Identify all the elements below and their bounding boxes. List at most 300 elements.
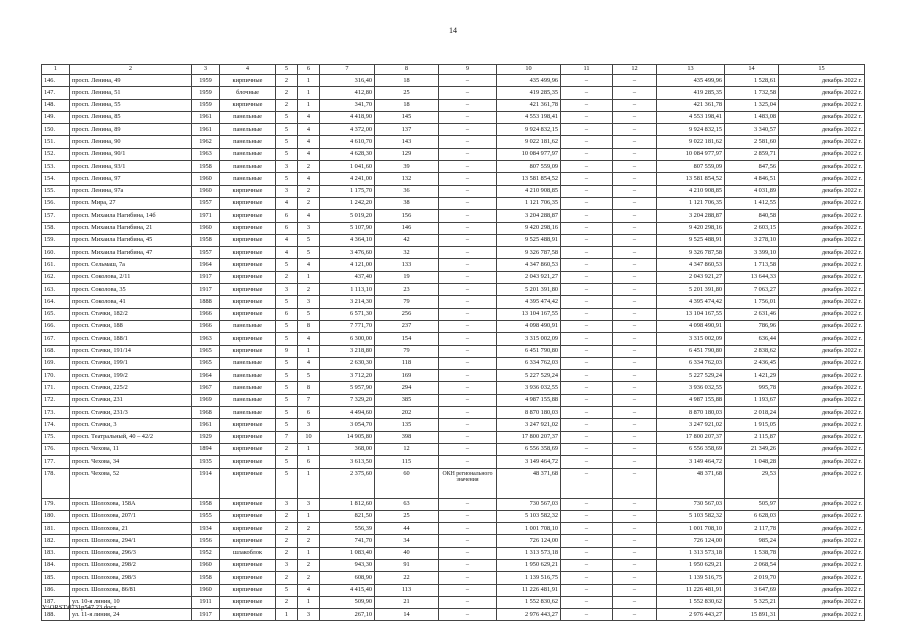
table-cell: – (613, 510, 657, 522)
table-cell: – (613, 234, 657, 246)
table-cell: – (439, 111, 497, 123)
table-cell: 148. (42, 99, 70, 111)
table-row (42, 596, 865, 608)
table-cell: 419 285,35 (497, 87, 561, 99)
table-cell: 1 139 516,75 (657, 572, 725, 584)
table-cell: – (439, 136, 497, 148)
table-cell: – (561, 431, 613, 443)
table-cell: декабрь 2022 г. (779, 572, 865, 584)
table-cell: кирпичные (220, 284, 276, 296)
table-cell: 2 (276, 443, 298, 455)
table-cell: 1914 (192, 468, 220, 498)
table-cell: декабрь 2022 г. (779, 75, 865, 87)
table-cell: просп. Михаила Нагибина, 45 (70, 234, 192, 246)
table-cell: декабрь 2022 г. (779, 308, 865, 320)
table-row (42, 87, 865, 99)
table-cell: 4 (298, 136, 320, 148)
table-row (42, 572, 865, 584)
table-cell: 145 (375, 111, 439, 123)
table-cell: 14 905,80 (320, 431, 375, 443)
table-cell: 3 712,20 (320, 370, 375, 382)
table-cell: – (613, 357, 657, 369)
table-cell: 730 567,03 (657, 498, 725, 510)
table-cell: 5 (276, 370, 298, 382)
table-cell: 1 001 708,10 (497, 523, 561, 535)
table-row (42, 296, 865, 308)
table-cell: 2 (298, 161, 320, 173)
table-cell: просп. Сельмаш, 7а (70, 259, 192, 271)
table-cell: 2 019,70 (725, 572, 779, 584)
table-cell: – (561, 357, 613, 369)
table-cell: декабрь 2022 г. (779, 197, 865, 209)
table-cell: 1 713,58 (725, 259, 779, 271)
table-cell: просп. Шолохова, 298/3 (70, 572, 192, 584)
table-cell: 8 870 180,03 (657, 407, 725, 419)
table-cell: 6 571,30 (320, 308, 375, 320)
table-cell: 4 364,10 (320, 234, 375, 246)
table-cell: 608,90 (320, 572, 375, 584)
table-cell: – (613, 87, 657, 99)
table-cell: 2 (276, 523, 298, 535)
table-cell: 4 (298, 584, 320, 596)
table-cell: – (561, 609, 613, 621)
table-cell: – (561, 468, 613, 498)
table-cell: декабрь 2022 г. (779, 345, 865, 357)
table-cell: 60 (375, 468, 439, 498)
table-cell: – (561, 271, 613, 283)
table-cell: 2 (276, 510, 298, 522)
table-cell: – (561, 498, 613, 510)
table-cell: 17 800 207,37 (657, 431, 725, 443)
table-cell: 1955 (192, 510, 220, 522)
table-cell: 1 (298, 510, 320, 522)
table-cell: панельные (220, 357, 276, 369)
table-cell: – (439, 124, 497, 136)
table-cell: – (561, 197, 613, 209)
table-cell: – (439, 559, 497, 571)
table-cell: 2 068,54 (725, 559, 779, 571)
table-cell: – (613, 99, 657, 111)
table-cell: 5 (276, 468, 298, 498)
table-cell: панельные (220, 370, 276, 382)
table-cell: – (613, 124, 657, 136)
table-cell: 6 451 790,80 (657, 345, 725, 357)
table-cell: – (613, 456, 657, 468)
table-cell: 13 104 167,55 (657, 308, 725, 320)
table-cell: 48 371,68 (497, 468, 561, 498)
table-cell: 7 (298, 394, 320, 406)
table-cell: декабрь 2022 г. (779, 87, 865, 99)
table-cell: просп. Ленина, 85 (70, 111, 192, 123)
table-cell: 29,53 (725, 468, 779, 498)
table-cell: 4 846,51 (725, 173, 779, 185)
table-cell: декабрь 2022 г. (779, 173, 865, 185)
table-cell: просп. Театральный, 40 – 42/2 (70, 431, 192, 443)
table-cell: 4 395 474,42 (657, 296, 725, 308)
table-cell: 1958 (192, 234, 220, 246)
table-cell: – (613, 148, 657, 160)
table-cell: 421 361,78 (497, 99, 561, 111)
table-cell: – (439, 259, 497, 271)
table-cell: просп. Ленина, 51 (70, 87, 192, 99)
table-cell: 160. (42, 247, 70, 259)
table-cell: 115 (375, 456, 439, 468)
table-cell: 175. (42, 431, 70, 443)
table-cell: 1 950 629,21 (497, 559, 561, 571)
table-cell: 5 (276, 124, 298, 136)
table-cell: декабрь 2022 г. (779, 419, 865, 431)
table-row (42, 271, 865, 283)
table-cell: 1968 (192, 407, 220, 419)
table-cell: 3 (276, 284, 298, 296)
table-cell: 1 193,67 (725, 394, 779, 406)
table-cell: – (613, 320, 657, 332)
table-cell: кирпичные (220, 596, 276, 608)
table-cell: 9 420 298,16 (657, 222, 725, 234)
table-cell: декабрь 2022 г. (779, 271, 865, 283)
table-row (42, 99, 865, 111)
table-cell: декабрь 2022 г. (779, 584, 865, 596)
table-cell: – (613, 498, 657, 510)
table-cell: 10 084 977,97 (657, 148, 725, 160)
table-cell: декабрь 2022 г. (779, 443, 865, 455)
table-cell: 13 104 167,55 (497, 308, 561, 320)
table-cell: кирпичные (220, 222, 276, 234)
table-cell: 14 (375, 609, 439, 621)
table-row (42, 161, 865, 173)
table-cell: 1 048,28 (725, 456, 779, 468)
table-cell: 9 326 787,58 (497, 247, 561, 259)
table-cell: декабрь 2022 г. (779, 510, 865, 522)
table-cell: – (439, 284, 497, 296)
table-cell: просп. Стачки, 182/2 (70, 308, 192, 320)
table-row (42, 308, 865, 320)
table-cell: 4 (276, 197, 298, 209)
table-cell: 1958 (192, 572, 220, 584)
table-cell: просп. Ленина, 90 (70, 136, 192, 148)
table-cell: 2 (298, 535, 320, 547)
table-cell: – (613, 468, 657, 498)
table-cell: 3 (276, 559, 298, 571)
table-cell: 3 (276, 498, 298, 510)
table-cell: 2 (298, 284, 320, 296)
table-cell: – (561, 185, 613, 197)
table-row (42, 357, 865, 369)
table-cell: – (561, 596, 613, 608)
table-cell: панельные (220, 148, 276, 160)
table-cell: 1 528,61 (725, 75, 779, 87)
table-row (42, 584, 865, 596)
table-cell: 1 (298, 443, 320, 455)
table-cell: 3 936 032,55 (497, 382, 561, 394)
table-cell: декабрь 2022 г. (779, 498, 865, 510)
table-cell: – (613, 559, 657, 571)
table-cell: 730 567,03 (497, 498, 561, 510)
table-cell: 5 103 582,32 (657, 510, 725, 522)
table-cell: 155. (42, 185, 70, 197)
table-cell: 4 210 908,85 (497, 185, 561, 197)
table-cell: – (439, 99, 497, 111)
table-cell: – (439, 161, 497, 173)
table-row (42, 111, 865, 123)
table-cell: 5 (298, 234, 320, 246)
table-cell: 150. (42, 124, 70, 136)
table-cell: – (439, 173, 497, 185)
table-cell: 149. (42, 111, 70, 123)
table-row (42, 535, 865, 547)
table-cell: 1963 (192, 333, 220, 345)
table-cell: декабрь 2022 г. (779, 296, 865, 308)
table-cell: 847,56 (725, 161, 779, 173)
table-cell: 1935 (192, 456, 220, 468)
table-cell: 1961 (192, 419, 220, 431)
table-cell: просп. Ленина, 93/1 (70, 161, 192, 173)
table-cell: 7 063,27 (725, 284, 779, 296)
table-cell: просп. Соколова, 35 (70, 284, 192, 296)
table-cell: 5 (276, 357, 298, 369)
table-cell: 3 247 921,02 (657, 419, 725, 431)
table-cell: 1 041,60 (320, 161, 375, 173)
table-cell: 3 204 288,87 (657, 210, 725, 222)
column-header: 4 (220, 65, 276, 75)
table-cell: – (561, 523, 613, 535)
table-cell: 2 (298, 523, 320, 535)
table-cell: 5 (298, 308, 320, 320)
table-cell: – (439, 296, 497, 308)
table-cell: – (561, 394, 613, 406)
table-cell: 1 121 706,35 (657, 197, 725, 209)
table-cell: 5 (276, 394, 298, 406)
table-cell: декабрь 2022 г. (779, 247, 865, 259)
table-cell: – (561, 584, 613, 596)
table-cell: 22 (375, 572, 439, 584)
table-cell: – (561, 370, 613, 382)
table-cell: просп. Шолохова, 207/1 (70, 510, 192, 522)
table-cell: 807 559,09 (497, 161, 561, 173)
table-cell: 5 (276, 382, 298, 394)
table-cell: декабрь 2022 г. (779, 382, 865, 394)
table-cell: 4 241,00 (320, 173, 375, 185)
table-row (42, 136, 865, 148)
table-cell: – (613, 596, 657, 608)
table-cell: 5 227 529,24 (497, 370, 561, 382)
table-cell: 1 083,40 (320, 547, 375, 559)
table-cell: 5 (298, 247, 320, 259)
table-cell: 1952 (192, 547, 220, 559)
table-cell: 4 415,40 (320, 584, 375, 596)
table-cell: 171. (42, 382, 70, 394)
table-cell: просп. Михаила Нагибина, 47 (70, 247, 192, 259)
table-cell: 1929 (192, 431, 220, 443)
table-cell: 10 (298, 431, 320, 443)
table-cell: – (561, 559, 613, 571)
table-cell: 133 (375, 259, 439, 271)
table-cell: 164. (42, 296, 70, 308)
table-cell: 5 (276, 320, 298, 332)
table-cell: 9 022 181,62 (497, 136, 561, 148)
table-cell: 4 210 908,85 (657, 185, 725, 197)
table-cell: – (613, 247, 657, 259)
table-cell: просп. Стачки, 3 (70, 419, 192, 431)
table-cell: 2 117,78 (725, 523, 779, 535)
table-cell: 174. (42, 419, 70, 431)
table-cell: 2 (276, 535, 298, 547)
table-cell: 166. (42, 320, 70, 332)
table-cell: 5 (276, 173, 298, 185)
table-cell: 2 631,46 (725, 308, 779, 320)
table-cell: 13 581 854,52 (497, 173, 561, 185)
table-cell: 1960 (192, 173, 220, 185)
column-number-row (42, 65, 865, 75)
table-cell: 1917 (192, 609, 220, 621)
table-cell: кирпичные (220, 75, 276, 87)
table-cell: 316,40 (320, 75, 375, 87)
table-cell: 3 204 288,87 (497, 210, 561, 222)
table-cell: 9 022 181,62 (657, 136, 725, 148)
table-cell: 6 334 762,03 (497, 357, 561, 369)
table-cell: кирпичные (220, 510, 276, 522)
table-cell: 3 (276, 161, 298, 173)
table-cell: 168. (42, 345, 70, 357)
table-cell: просп. Чехова, 52 (70, 468, 192, 498)
table-cell: 3 247 921,02 (497, 419, 561, 431)
table-cell: 10 084 977,97 (497, 148, 561, 160)
table-cell: декабрь 2022 г. (779, 394, 865, 406)
table-cell: 32 (375, 247, 439, 259)
table-row (42, 185, 865, 197)
table-cell: – (439, 510, 497, 522)
table-cell: просп. Мира, 27 (70, 197, 192, 209)
table-cell: просп. Шолохова, 158А (70, 498, 192, 510)
table-cell: кирпичные (220, 523, 276, 535)
table-cell: 435 499,96 (497, 75, 561, 87)
table-cell: 341,70 (320, 99, 375, 111)
column-header: 2 (70, 65, 192, 75)
table-cell: 7 771,70 (320, 320, 375, 332)
table-cell: 4 031,89 (725, 185, 779, 197)
table-cell: 2 375,60 (320, 468, 375, 498)
table-cell: просп. Шолохова, 21 (70, 523, 192, 535)
table-cell: 13 644,33 (725, 271, 779, 283)
table-cell: 1 (298, 99, 320, 111)
table-cell: панельные (220, 382, 276, 394)
table-cell: декабрь 2022 г. (779, 222, 865, 234)
table-cell: кирпичные (220, 99, 276, 111)
table-cell: 162. (42, 271, 70, 283)
table-cell: 6 (276, 222, 298, 234)
table-cell: декабрь 2022 г. (779, 535, 865, 547)
table-cell: 1 (298, 547, 320, 559)
table-cell: декабрь 2022 г. (779, 407, 865, 419)
table-cell: 4 628,30 (320, 148, 375, 160)
table-cell: 1 113,10 (320, 284, 375, 296)
table-cell: 1960 (192, 584, 220, 596)
table-cell: просп. Ленина, 97 (70, 173, 192, 185)
table-cell: 34 (375, 535, 439, 547)
table-cell: 4 987 155,88 (657, 394, 725, 406)
table-cell: – (439, 407, 497, 419)
table-row (42, 222, 865, 234)
table-cell: 3 278,10 (725, 234, 779, 246)
table-cell: 1964 (192, 259, 220, 271)
table-cell: 4 (298, 124, 320, 136)
table-cell: блочные (220, 87, 276, 99)
table-cell: декабрь 2022 г. (779, 124, 865, 136)
table-cell: – (561, 124, 613, 136)
table-cell: просп. Стачки, 188 (70, 320, 192, 332)
table-cell: 135 (375, 419, 439, 431)
table-cell: 5 (276, 584, 298, 596)
table-cell: 3 647,69 (725, 584, 779, 596)
table-cell: 1 812,60 (320, 498, 375, 510)
table-cell: 3 399,10 (725, 247, 779, 259)
column-header: 13 (657, 65, 725, 75)
table-cell: просп. Соколова, 2/11 (70, 271, 192, 283)
table-cell: 3 613,50 (320, 456, 375, 468)
table-row (42, 510, 865, 522)
table-cell: ОКН регионального значения (439, 468, 497, 498)
column-header: 3 (192, 65, 220, 75)
table-row (42, 443, 865, 455)
table-cell: декабрь 2022 г. (779, 559, 865, 571)
table-row (42, 247, 865, 259)
table-cell: 2 (298, 559, 320, 571)
table-cell: – (561, 333, 613, 345)
table-cell: – (439, 419, 497, 431)
table-cell: 44 (375, 523, 439, 535)
table-cell: 158. (42, 222, 70, 234)
table-cell: кирпичные (220, 584, 276, 596)
table-cell: кирпичные (220, 247, 276, 259)
table-cell: 6 (298, 456, 320, 468)
table-cell: – (613, 523, 657, 535)
table-cell: 943,30 (320, 559, 375, 571)
table-cell: 118 (375, 357, 439, 369)
table-cell: 23 (375, 284, 439, 296)
table-cell: 4 (298, 148, 320, 160)
table-cell: – (613, 547, 657, 559)
table-cell: 4 (276, 247, 298, 259)
table-cell: 256 (375, 308, 439, 320)
table-cell: 3 936 032,55 (657, 382, 725, 394)
table-cell: – (613, 259, 657, 271)
table-row (42, 173, 865, 185)
table-cell: декабрь 2022 г. (779, 547, 865, 559)
table-cell: 2 (276, 572, 298, 584)
table-cell: 186. (42, 584, 70, 596)
table-row (42, 456, 865, 468)
table-cell: 185. (42, 572, 70, 584)
table-cell: 9 326 787,58 (657, 247, 725, 259)
table-cell: 368,00 (320, 443, 375, 455)
table-cell: 5 201 391,80 (497, 284, 561, 296)
table-cell: – (561, 87, 613, 99)
table-cell: 2 859,71 (725, 148, 779, 160)
table-cell: 1959 (192, 87, 220, 99)
table-cell: – (613, 333, 657, 345)
table-cell: 9 (276, 345, 298, 357)
column-header: 12 (613, 65, 657, 75)
table-cell: 4 610,70 (320, 136, 375, 148)
table-cell: 1 756,01 (725, 296, 779, 308)
table-cell: просп. Стачки, 199/2 (70, 370, 192, 382)
table-cell: 1 421,29 (725, 370, 779, 382)
table-cell: 1 242,20 (320, 197, 375, 209)
table-cell: 1 (298, 75, 320, 87)
table-cell: кирпичные (220, 333, 276, 345)
table-cell: 2 976 443,27 (657, 609, 725, 621)
table-cell: 1 001 708,10 (657, 523, 725, 535)
